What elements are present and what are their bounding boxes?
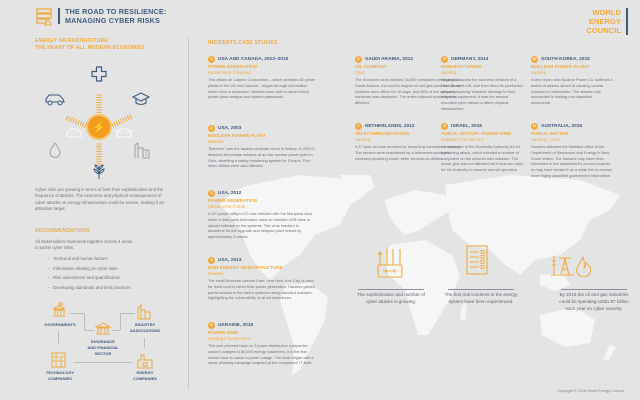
incident-sector: PUBLIC SECTOR [531, 131, 569, 136]
connector-line [74, 362, 132, 363]
label-energy [122, 370, 168, 382]
incident-number-badge: 9 [441, 123, 448, 130]
energy-heading-line-2: THE HEART OF ALL MODERN ECONOMIES [35, 45, 145, 51]
power-plant-icon [137, 354, 153, 369]
insurance-line-3: SECTOR [94, 351, 112, 356]
incident-sector: POWER GENERATION [208, 198, 257, 203]
plant-icon [91, 164, 107, 180]
incident-type: Hacking [441, 70, 457, 75]
incident-title: USA, 2013 [218, 258, 242, 263]
incident-card [208, 190, 316, 240]
incident-type: Hacking [355, 137, 371, 142]
incident-description: A 17 year old was arrested for breaching hundreds of servers. The servers were maintained by a telecommunications company providing smart meter services to utilities. [355, 144, 462, 161]
government-building-icon [52, 302, 66, 318]
label-industry [122, 322, 168, 334]
list-item: - Technical and human factors [0, 254, 190, 264]
incident-number-badge: 4 [208, 257, 215, 264]
connector-line [70, 313, 84, 314]
brand-line-3: COUNCIL [586, 26, 621, 35]
connector-line [84, 330, 94, 331]
incident-number-badge: 7 [355, 123, 362, 130]
incident-sector: POWER GRID [208, 330, 239, 335]
stakeholder-diagram [0, 300, 190, 390]
incident-title: USA, 2012 [218, 191, 242, 196]
incident-title: ISRAEL, 2016 [451, 124, 482, 129]
incident-number-badge: 11 [532, 124, 537, 128]
incident-number-badge: 3 [208, 190, 215, 197]
list-item: - Developing standards and best practices [0, 283, 190, 293]
stat-divider [448, 289, 514, 290]
incidents-heading: INCIDENTS CASE STUDIES [208, 40, 278, 46]
label-technology [36, 370, 84, 382]
building-icon [116, 128, 132, 138]
title-line-2: MANAGING CYBER RISKS [65, 16, 161, 25]
technology-line-2: COMPANIES [48, 376, 72, 381]
office-building-icon [51, 352, 66, 368]
incident-type: Malware // human error [441, 137, 485, 142]
incident-type: Human error // hacking [208, 70, 251, 75]
spoke [111, 114, 133, 128]
spoke [97, 94, 102, 116]
incident-sector: OIL COMPANY [355, 64, 387, 69]
incident-description: This attack on Calpine Corporation – which operates 82 power plants in the US and Canada – began through information stolen from a contractor. Hackers were able to steal critical power plant designs and system passwords. [208, 77, 316, 100]
incident-type: Hacking // virus [531, 137, 560, 142]
brand-logo [586, 8, 628, 35]
incident-description: The Shamoon virus infected 35,000 computers belonging to Saudi Aramco, the world's largest oil and gas producer. Some systems were offline for 10 days, and 85% of the company's hardware was destroyed. The entire national economy was affected. [355, 77, 462, 106]
stat-text: The first real incidents in the energy system have been experienced. [444, 292, 518, 304]
incident-description: This well-planned hack on 3 power distribution companies caused outages to 80,000 energy customers. It is the first known hack to cause a power outage. The hack began with a spear phishing campaign targeted at the companies' IT staff. [208, 343, 314, 366]
incident-title: UKRAINE, 2015 [218, 323, 254, 328]
incident-type: Hacking // human error [208, 336, 251, 341]
incident-type: Malware [208, 139, 224, 144]
insurance-line-1: INSURANCE [91, 339, 115, 344]
recommendations-heading: RECOMMENDATIONS [35, 228, 90, 234]
stat-divider [561, 289, 627, 290]
list-item: - Risk assessment and quantification [0, 273, 190, 283]
stat-divider [358, 289, 424, 290]
insurance-line-2: AND FINANCIAL [87, 345, 119, 350]
label-insurance [80, 339, 126, 357]
brand-line-1: WORLD [592, 8, 621, 17]
energy-line-1: ENERGY [136, 370, 154, 375]
connector-line [120, 313, 121, 330]
copyright-text: Copyright © 2016 World Energy Council [556, 389, 624, 393]
incident-description: Korea Hydro and Nuclear Power Co. suffered a series of attacks aimed at causing nuclear reactors to malfunction. The attacks only succeeded in leaking non-classified documents. [531, 77, 613, 106]
incident-title: SOUTH KOREA, 2015 [541, 57, 590, 62]
incident-description: An employee of the Electricity Authority fell for a phishing attack, which infected a number of computers on the network with malware. The power grid was not affected but it took two days for the Authority to resume normal operation. [441, 144, 523, 173]
incident-number-badge: 6 [355, 56, 362, 63]
connector-line [84, 313, 85, 330]
stat-text: By 2018 the oil and gas industries could be spending US$1.87 billion each year on cyber security. [559, 292, 629, 311]
industry-line-1: INDUSTRY [134, 322, 156, 327]
graduation-cap-icon [132, 92, 150, 106]
incident-description: 'Slammer' was the fastest computer worm in history. In 2003 it attacked the private network at an idle nuclear power plant in Ohio, disabling a safety monitoring system for 5 hours. Five other utilities were also affected. [208, 146, 315, 169]
intro-line-2: to tackle cyber risks: [35, 245, 74, 251]
incident-number-badge: 10 [532, 57, 537, 61]
energy-hub-diagram [0, 0, 190, 180]
incident-card [208, 56, 316, 100]
router-icon [376, 245, 404, 281]
industry-line-2: ASSOCIATIONS [129, 328, 161, 333]
incident-sector: PUBLIC SECTOR: POWER GRID [441, 131, 512, 136]
water-drop-icon [49, 142, 61, 158]
recommendations-list [0, 254, 190, 293]
bank-icon [95, 322, 111, 336]
factory-icon [134, 141, 150, 159]
brand-line-2: ENERGY [588, 17, 621, 26]
incident-card [441, 56, 523, 112]
title-line-1: THE ROAD TO RESILIENCE: [65, 7, 167, 16]
incident-title: NETHERLANDS, 2012 [365, 124, 415, 129]
intro-line-1: All stakeholders must work together across 4 areas [35, 239, 133, 244]
incident-description: Hackers attacked the Maitland office of the Department of Resources and Energy in New South Wales. The hackers may have been interested in the department's current projects, or may have viewed it as a weak link to access more highly classified government information. [531, 144, 612, 178]
recommendations-intro [35, 239, 185, 252]
lightning-bolt-icon: ⚡ [86, 114, 112, 140]
incident-sector: NON-ENERGY INFRASTRUCTURE [208, 265, 283, 270]
incident-type: Virus [355, 70, 365, 75]
incident-title: USA, 2003 [218, 126, 242, 131]
connector-line [58, 331, 59, 345]
spoke [97, 144, 102, 166]
technology-line-1: TECHNOLOGY [45, 370, 75, 375]
incident-number-badge: 2 [208, 125, 215, 132]
incident-title: SAUDI ARABIA, 2012 [365, 57, 414, 62]
checklist-icon [466, 245, 488, 275]
energy-heading-line-1: ENERGY INFRASTRUCTURE: [35, 38, 110, 44]
energy-line-2: COMPANIES [133, 376, 157, 381]
incident-title: USA AND CANADA, 2013–2015 [218, 57, 289, 62]
incident-card [531, 123, 613, 179]
incident-number-badge: 8 [441, 56, 448, 63]
industry-building-icon [137, 303, 151, 320]
incident-sector: NUCLEAR POWER PLANT [531, 64, 589, 69]
incident-type: Human error // virus [208, 204, 245, 209]
oil-rig-flame-icon [550, 255, 592, 277]
building-icon [66, 128, 82, 138]
spoke [65, 115, 87, 128]
connector-line [144, 338, 145, 348]
incident-description: A US power utility's ICS was infected with the Mariposa virus when a third-party technician used an infected USB drive to upload software to the systems. The virus resulted in downtime for the upgrade and delayed plant restart by approximately 3 weeks. [208, 211, 313, 240]
stat-text: The sophistication and number of cyber attacks is growing. [357, 292, 425, 304]
incident-title: GERMANY, 2014 [451, 57, 489, 62]
incident-card [208, 257, 316, 301]
list-item: - Information sharing on cyber risks [0, 264, 190, 274]
connector-line [112, 330, 120, 331]
incident-card [208, 125, 316, 169]
incident-card [441, 123, 523, 173]
incident-type: Malware [208, 271, 224, 276]
incident-sector: TELECOMMUNICATIONS [355, 131, 410, 136]
incident-sector: NUCLEAR POWER PLANT [208, 133, 266, 138]
incident-description: The small Bowman Avenue Dam, near New York City, is used for flood control rather than power generation. Hackers gained partial access to the dam's systems using standard malware, highlighting the vulnerability of all infrastructures. [208, 278, 316, 301]
connector-line [120, 313, 135, 314]
energy-description: Cyber risks are growing in terms of both their sophistication and the frequency of attacks. The economic and physical consequences of cyber attacks on energy infrastructure could be severe, making it an attractive target. [35, 187, 164, 211]
incident-sector: POWER GENERATION [208, 64, 257, 69]
incident-card [531, 56, 613, 106]
incident-number-badge: 1 [208, 56, 215, 63]
label-governments: GOVERNMENTS [44, 322, 76, 327]
incident-title: AUSTRALIA, 2015 [541, 124, 583, 129]
column-divider [188, 38, 189, 388]
hospital-cross-icon [91, 66, 107, 82]
incident-description: Hackers attacked the business network of a German steel mill, and from there its production network, causing 'massive' damage to their industrial equipment. It was the second recorded cyber attack to affect physical infrastructure. [441, 77, 523, 111]
incident-sector: MANUFACTURING [441, 64, 482, 69]
incident-number-badge: 5 [208, 322, 215, 329]
incident-card [208, 322, 316, 366]
incident-type: Hacking [531, 70, 547, 75]
car-icon [44, 92, 66, 106]
